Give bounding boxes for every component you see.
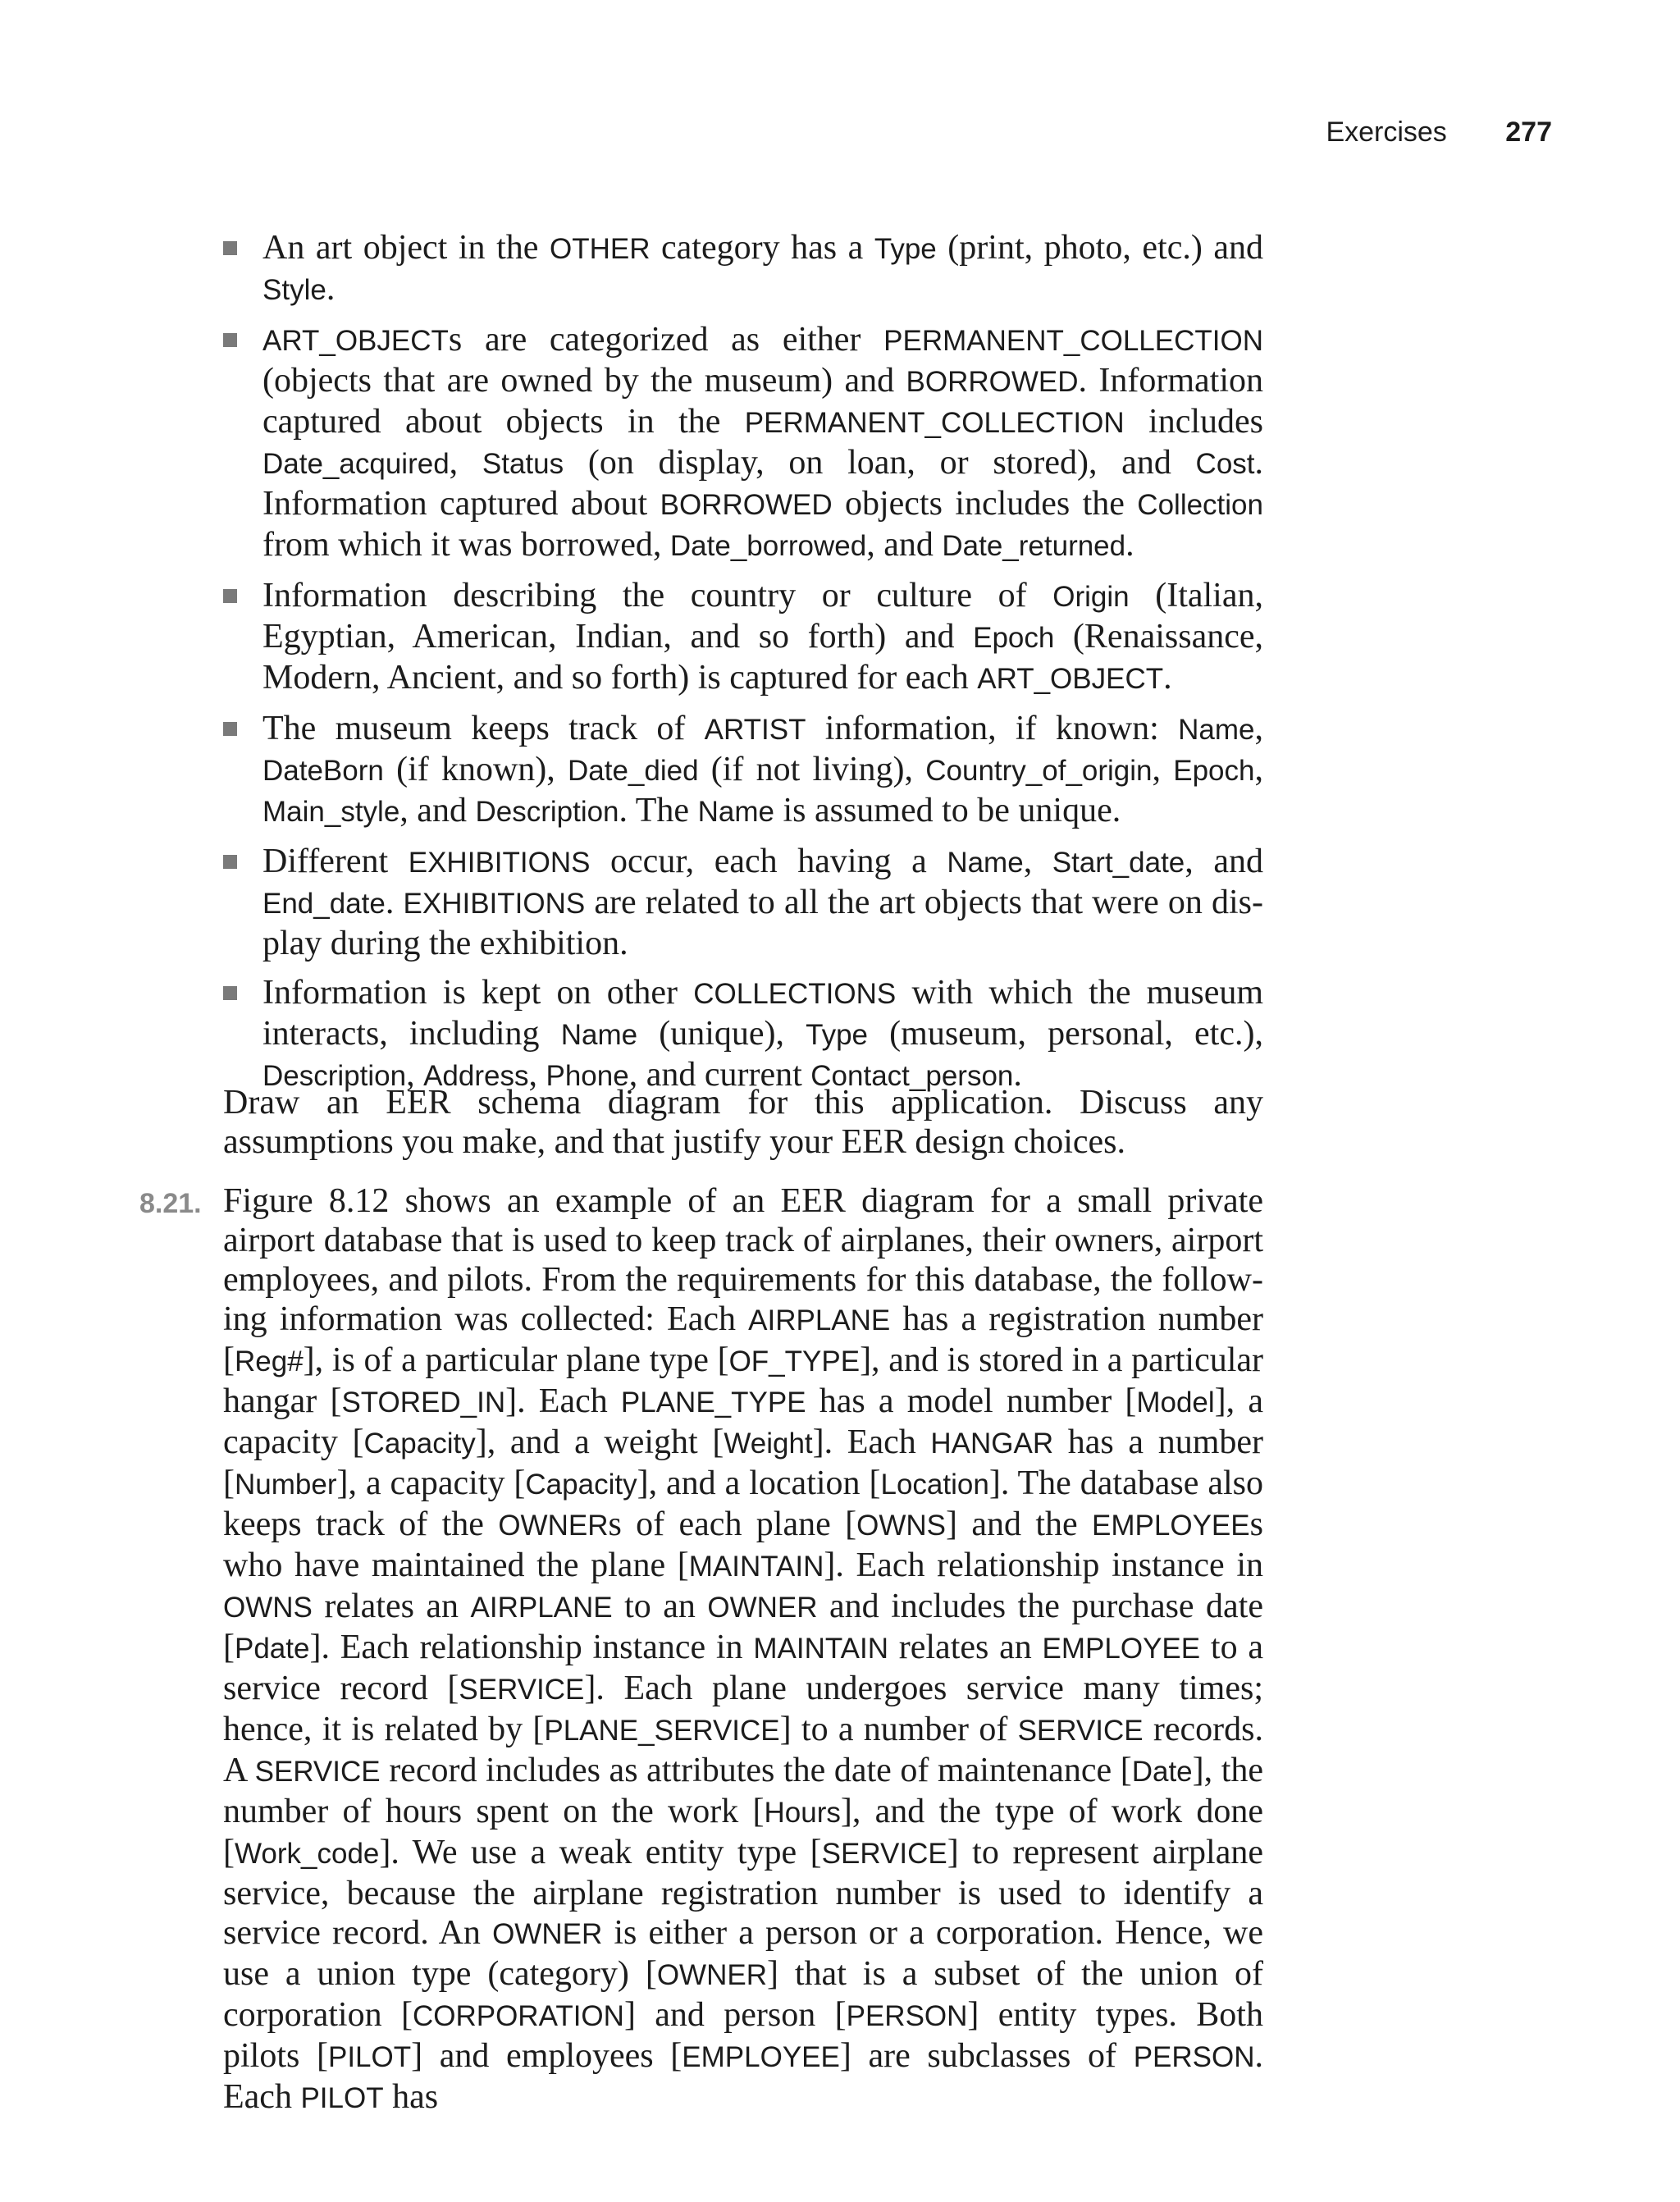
schema-term: Date_acquired (262, 448, 450, 480)
schema-term: OWNS (223, 1592, 313, 1624)
text-run: record includes as attributes the date of maintenance [ (380, 1752, 1132, 1789)
schema-term: EMPLOYEE (682, 2041, 840, 2073)
schema-term: PERSON (1133, 2041, 1255, 2073)
bullet-item (223, 973, 1263, 1096)
text-run: category has a (650, 229, 874, 267)
text-run: (objects that are owned by the museum) and (262, 362, 906, 400)
schema-term: EMPLOYEE (1042, 1633, 1201, 1665)
text-run: (unique), (637, 1015, 806, 1053)
schema-term: OWNS (856, 1510, 947, 1542)
text-run: ] and employees [ (411, 2037, 682, 2075)
text-run: is either a person or a corporation. Hence, we use a union type (category) [ (223, 1914, 1263, 1993)
schema-term: PERMANENT_COLLECTION (744, 407, 1125, 439)
schema-term: Location (880, 1469, 989, 1501)
text-run: , (1152, 751, 1174, 788)
text-run: . (1163, 659, 1172, 697)
exercise-number: 8.21. (139, 1188, 202, 1219)
text-run: . (385, 884, 404, 921)
text-run: Different (262, 843, 409, 880)
text-run: Information describing the country or culture of (262, 577, 1053, 614)
text-run: ]. Each relationship instance in (309, 1629, 754, 1666)
exercise-paragraph (223, 1181, 1263, 2118)
text-run: The museum keeps track of (262, 710, 705, 747)
schema-term: Contact_person (810, 1060, 1014, 1092)
schema-term: STORED_IN (341, 1387, 506, 1419)
schema-term: Main_style (262, 796, 400, 828)
schema-term: Name (697, 796, 774, 828)
schema-term: ARTIST (704, 714, 806, 746)
schema-term: PLANE_TYPE (620, 1387, 806, 1419)
schema-term: ART_OBJECT (262, 325, 449, 357)
text-run: ], and the type of work done [ (223, 1793, 1263, 1871)
schema-term: SERVICE (254, 1756, 381, 1788)
schema-term: Date_borrowed (669, 530, 867, 562)
schema-term: Date_returned (942, 530, 1126, 562)
schema-term: SERVICE (459, 1674, 585, 1706)
schema-term: PERSON (846, 2000, 968, 2032)
schema-term: Collection (1137, 489, 1263, 521)
schema-term: Hours (764, 1797, 841, 1829)
schema-term: Type (806, 1019, 869, 1051)
schema-term: Number (235, 1469, 337, 1501)
schema-term: Weight (724, 1428, 813, 1460)
text-run: , (449, 444, 482, 482)
schema-term: OWNER (492, 1918, 603, 1950)
schema-term: PILOT (327, 2041, 412, 2073)
text-run: ], a capacity [ (223, 1382, 1263, 1461)
text-run: has a model number [ (806, 1382, 1137, 1420)
schema-term: Model (1136, 1387, 1215, 1419)
schema-term: Capacity (363, 1428, 476, 1460)
schema-term: Name (947, 847, 1024, 879)
text-run: ] that is a subset of the union of corporation [ (223, 1955, 1263, 2034)
text-run: information, if known: (806, 710, 1179, 747)
schema-term: MAINTAIN (688, 1551, 824, 1583)
text-run: . Information captured about objects in the (262, 362, 1264, 441)
schema-term: ART_OBJECT (977, 663, 1164, 695)
text-run: ], is of a particular plane type [ (303, 1341, 729, 1379)
text-run: s of each plane [ (608, 1505, 857, 1543)
text-run: is assumed to be unique. (774, 792, 1121, 829)
schema-term: COLLECTIONS (693, 978, 897, 1010)
text-run: has (383, 2078, 439, 2116)
text-run: . The (619, 792, 698, 829)
text-run: ] and person [ (623, 1996, 847, 2034)
schema-term: Phone (546, 1060, 629, 1092)
schema-term: OF_TYPE (728, 1345, 861, 1377)
schema-term: Date_died (567, 755, 699, 787)
text-run: has a registration number [ (223, 1300, 1264, 1379)
text-run: (if known), (383, 751, 568, 788)
schema-term: BORROWED (906, 366, 1079, 398)
schema-term: Status (482, 448, 564, 480)
schema-term: OTHER (549, 233, 651, 265)
text-run: s are categorized as either (448, 321, 884, 359)
text-run: ]. Each plane undergoes service many times; hence, it is related by [ (223, 1670, 1263, 1748)
schema-term: PERMANENT_COLLECTION (883, 325, 1263, 357)
bullet-item (223, 320, 1263, 566)
schema-term: PLANE_SERVICE (544, 1715, 780, 1747)
section-title: Exercises (1326, 116, 1447, 148)
schema-term: Capacity (525, 1469, 637, 1501)
schema-term: EXHIBITIONS (403, 888, 586, 920)
text-run: , (1254, 751, 1263, 788)
schema-term: DateBorn (262, 755, 384, 787)
text-run: Information is kept on other (262, 974, 694, 1012)
text-run: ] and the (946, 1505, 1093, 1543)
text-run: ] to a number of (779, 1711, 1018, 1748)
text-run: records. A (223, 1711, 1263, 1789)
text-run: ] are subclasses of (839, 2037, 1134, 2075)
text-run: relates an (312, 1588, 471, 1625)
schema-term: End_date (262, 888, 386, 920)
text-run: ]. The database also keeps track of the (223, 1464, 1263, 1543)
text-run: includes (1124, 403, 1263, 441)
running-head (1326, 116, 1552, 148)
schema-term: HANGAR (930, 1428, 1054, 1460)
text-run: , and (399, 792, 476, 829)
schema-term: CORPORATION (412, 2000, 624, 2032)
text-run: ] entity types. Both pilots [ (223, 1996, 1263, 2075)
requirements-list (223, 228, 1263, 1106)
schema-term: Reg# (235, 1345, 304, 1377)
text-run: , (528, 1056, 546, 1094)
schema-term: OWNER (498, 1510, 609, 1542)
text-run: . Information captured about (262, 444, 1264, 523)
text-run: s who have maintained the plane [ (223, 1505, 1263, 1584)
schema-term: PILOT (300, 2082, 384, 2114)
schema-term: SERVICE (821, 1838, 947, 1870)
text-run: ], and is stored in a particular hangar [ (223, 1341, 1264, 1420)
text-run: ], a capacity [ (336, 1464, 526, 1502)
schema-term: Type (874, 233, 937, 265)
text-run: are related to all the art objects that were on display during the exhibition. (262, 884, 1264, 962)
text-run: , and current (628, 1056, 811, 1094)
schema-term: OWNER (656, 1959, 767, 1991)
text-run: from which it was borrowed, (262, 526, 670, 564)
text-run: , and (1185, 843, 1263, 880)
text-run: ]. Each relationship instance in (824, 1546, 1263, 1584)
schema-term: BORROWED (660, 489, 833, 521)
text-run: objects includes the (832, 485, 1138, 523)
schema-term: Work_code (235, 1838, 380, 1870)
text-run: Figure 8.12 shows an example of an EER diagram for a small private airport database that is used to keep track of airplanes, their owners, airport employees, and pilots. From the requirements for this database, the following information was collected: Each (223, 1182, 1263, 1338)
text-run: with which the museum interacts, including (262, 974, 1264, 1053)
text-run: (Italian, Egyptian, American, Indian, and so forth) and (262, 577, 1263, 656)
text-run: to a service record [ (223, 1629, 1263, 1707)
schema-term: Cost (1195, 448, 1255, 480)
schema-term: OWNER (707, 1592, 818, 1624)
bullet-item (223, 228, 1263, 310)
text-run: ] to represent airplane service, because the airplane registration number is used to identify a service record. An (223, 1834, 1263, 1952)
text-run: . (326, 270, 336, 308)
text-run: occur, each having a (590, 843, 947, 880)
text-run: , (1023, 843, 1052, 880)
page-number: 277 (1505, 116, 1552, 148)
bullet-item (223, 576, 1263, 699)
text-run: and includes the purchase date [ (223, 1588, 1263, 1666)
schema-term: Name (1178, 714, 1255, 746)
schema-term: Country_of_origin (925, 755, 1153, 787)
text-run: (on display, on loan, or stored), and (564, 444, 1196, 482)
schema-term: Origin (1052, 581, 1130, 613)
schema-term: MAINTAIN (753, 1633, 888, 1665)
text-run: ]. Each (505, 1382, 621, 1420)
text-run: has a number [ (223, 1423, 1263, 1502)
text-run: (museum, personal, etc.), (868, 1015, 1263, 1053)
text-run: relates an (888, 1629, 1043, 1666)
schema-term: Date (1131, 1756, 1193, 1788)
schema-term: Description (475, 796, 619, 828)
text-run: , and (866, 526, 943, 564)
schema-term: EMPLOYEE (1092, 1510, 1250, 1542)
bullet-item (223, 709, 1263, 832)
text-run: , (1254, 710, 1263, 747)
schema-term: Start_date (1052, 847, 1185, 879)
text-run: ], and a location [ (637, 1464, 881, 1502)
text-run: ], and a weight [ (475, 1423, 724, 1461)
text-run: (print, photo, etc.) and (936, 229, 1264, 267)
text-run: ]. Each (812, 1423, 931, 1461)
text-run: (Renaissance, Modern, Ancient, and so forth) is captured for each (262, 618, 1263, 697)
schema-term: Style (262, 274, 326, 306)
text-run: to an (612, 1588, 708, 1625)
schema-term: Epoch (1173, 755, 1255, 787)
text-run: (if not living), (698, 751, 926, 788)
text-run: An art object in the (262, 229, 550, 267)
text-run: . (1013, 1056, 1022, 1094)
closing-paragraph (223, 1083, 1263, 1162)
schema-term: SERVICE (1017, 1715, 1144, 1747)
text-run: . (1125, 526, 1134, 564)
schema-term: EXHIBITIONS (408, 847, 591, 879)
text-run: ], the number of hours spent on the work [ (223, 1752, 1264, 1830)
text-run: , (406, 1056, 424, 1094)
schema-term: Description (262, 1060, 407, 1092)
schema-term: AIRPLANE (470, 1592, 613, 1624)
bullet-item (223, 842, 1263, 963)
text-run: Draw an EER schema diagram for this application. Discuss any assumptions you make, and that justify your EER design choices. (223, 1084, 1263, 1161)
text-run: ]. We use a weak entity type [ (379, 1834, 822, 1871)
text-run: . Each (223, 2037, 1263, 2116)
schema-term: Pdate (235, 1633, 310, 1665)
schema-term: Name (560, 1019, 638, 1051)
schema-term: Address (423, 1060, 529, 1092)
schema-term: AIRPLANE (748, 1304, 891, 1336)
schema-term: Epoch (973, 622, 1055, 654)
